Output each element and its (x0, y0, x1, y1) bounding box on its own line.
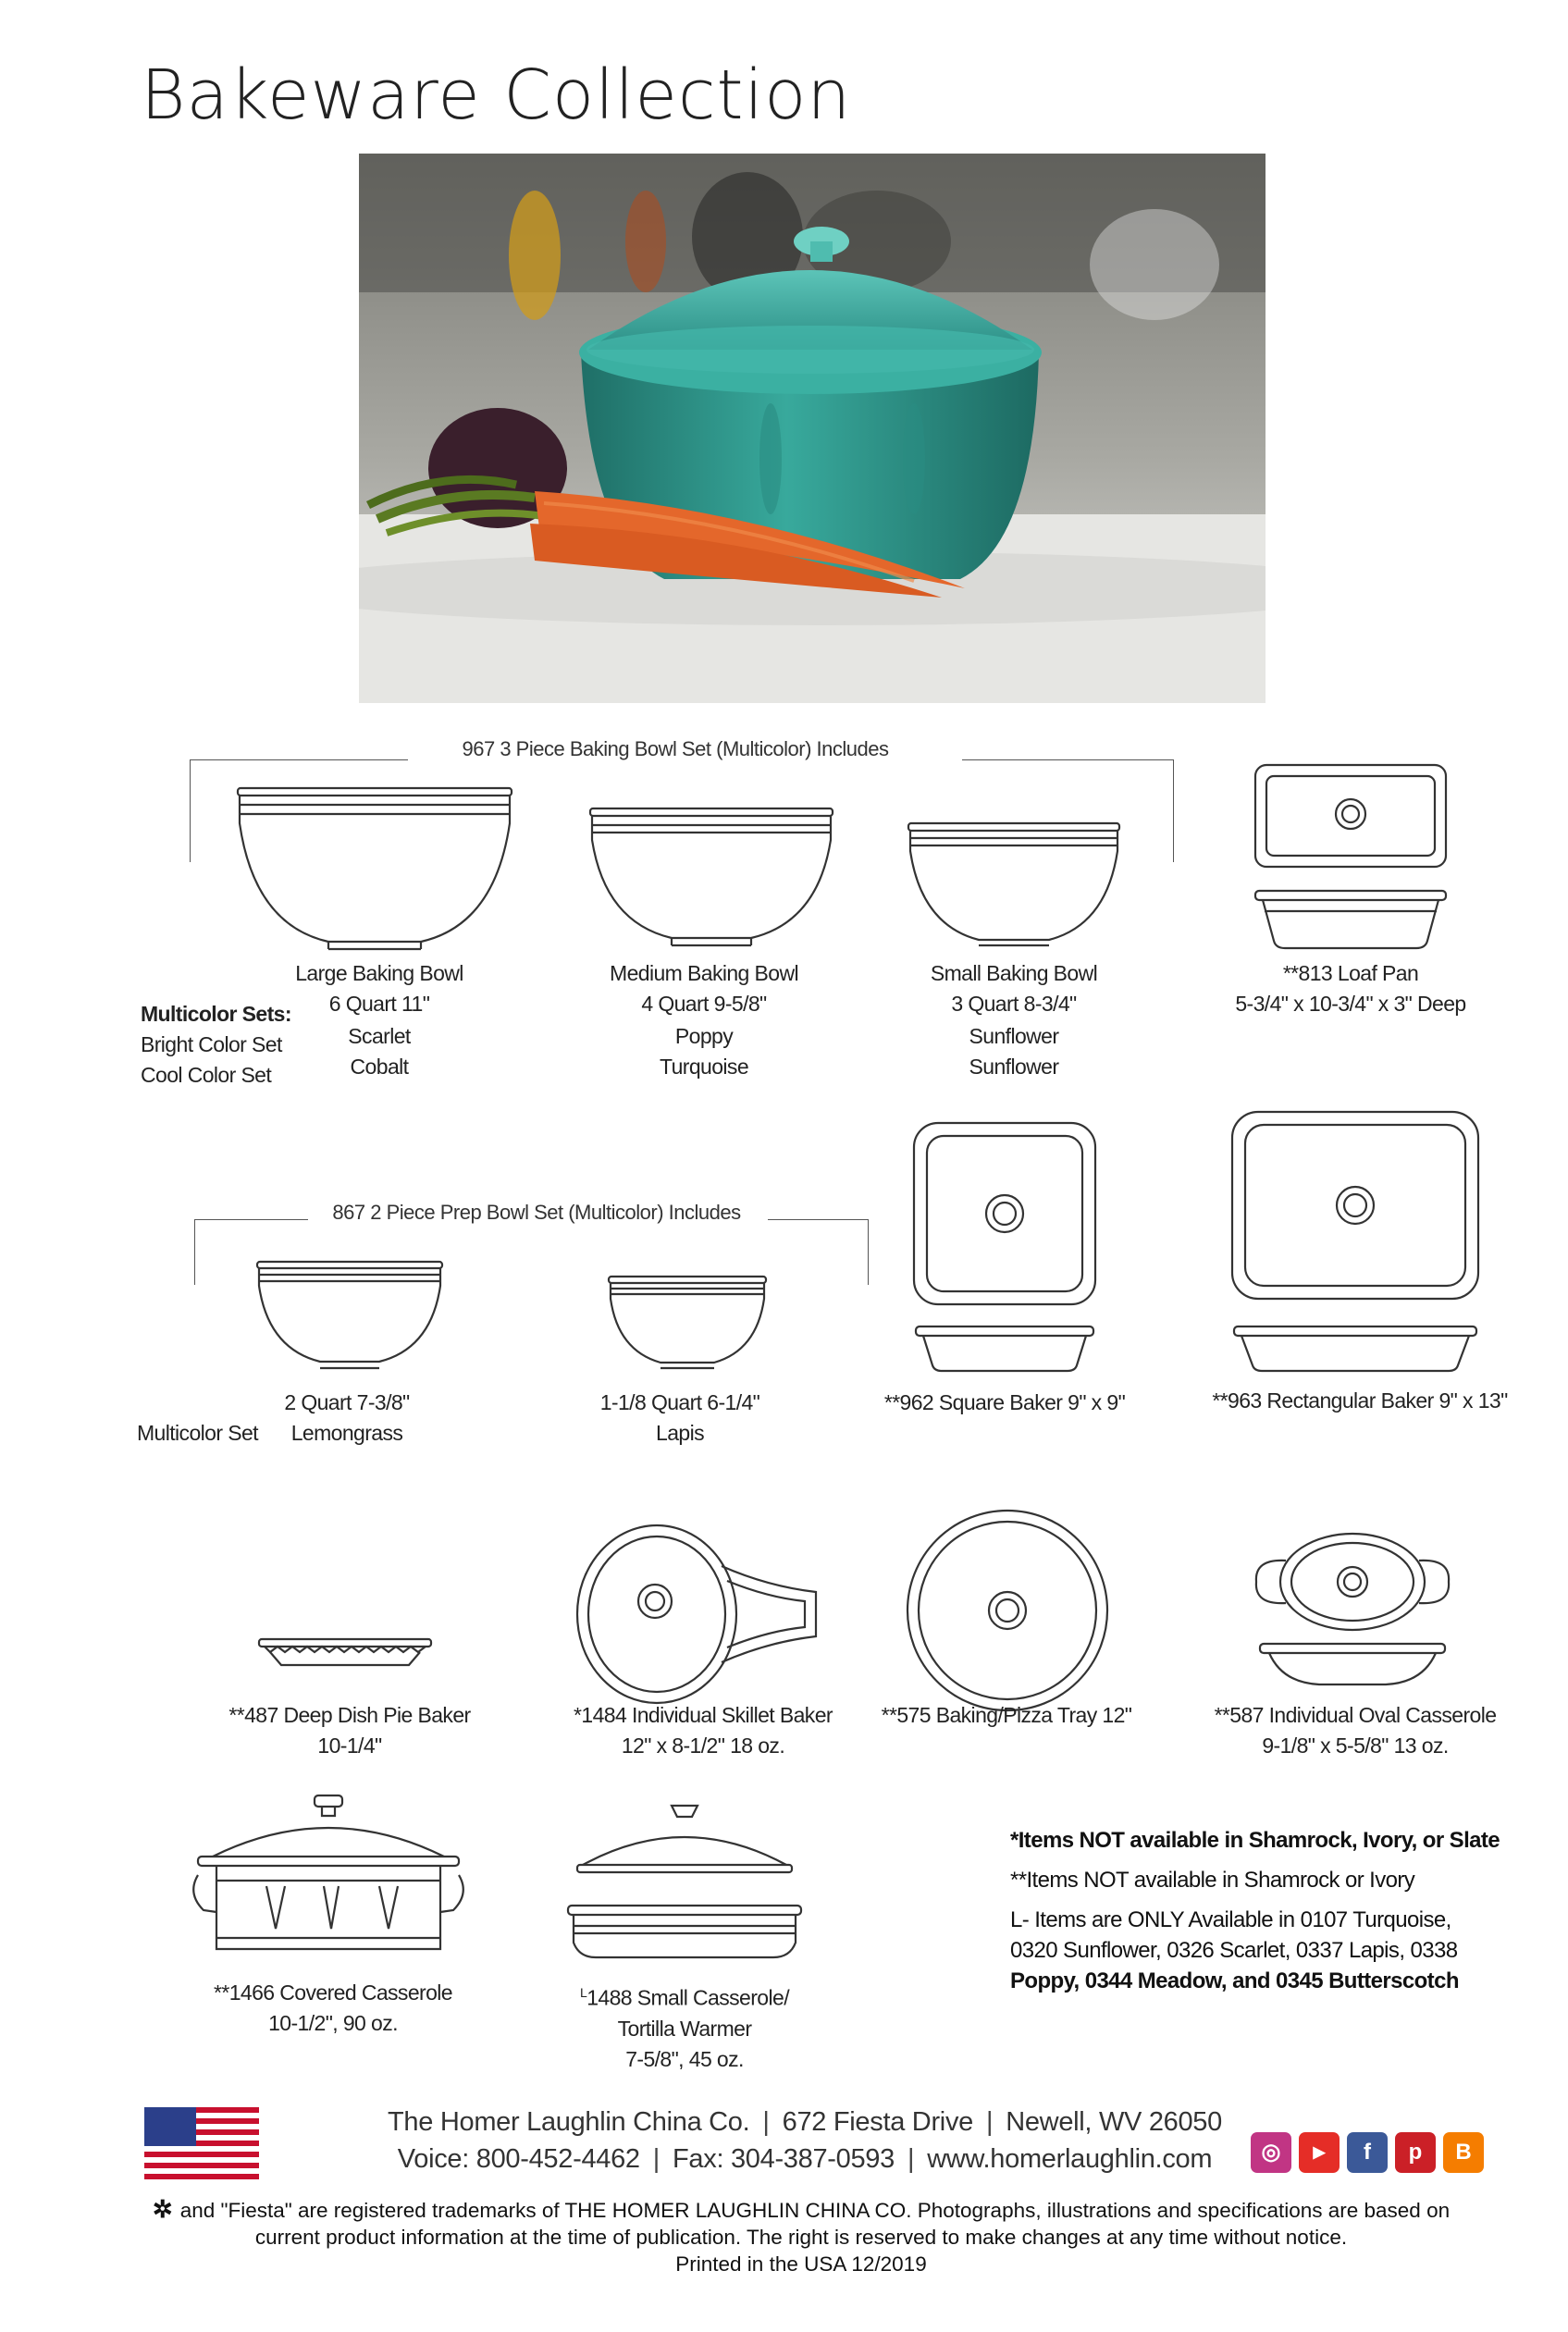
prep-bracket-right (768, 1219, 869, 1285)
company-address: 672 Fiesta Drive (782, 2107, 973, 2137)
large-bowl-bright: Scarlet (348, 1024, 411, 1048)
pie-baker-size: 10-1/4" (317, 1734, 382, 1758)
legal-notice (52, 2196, 1550, 2277)
website-link[interactable]: www.homerlaughlin.com (927, 2144, 1213, 2174)
small-casserole-drawing (564, 1804, 805, 1966)
facebook-icon[interactable]: f (1347, 2132, 1388, 2173)
note-line-5: Poppy, 0344 Meadow, and 0345 Butterscotch (1010, 1968, 1459, 1993)
small-casserole-name: 1488 Small Casserole/ (586, 1985, 789, 2010)
note-line-1: *Items NOT available in Shamrock, Ivory, or Slate (1010, 1828, 1500, 1853)
note-line-2: **Items NOT available in Shamrock or Ivory (1010, 1868, 1415, 1893)
casserole-photo (359, 154, 1266, 703)
bowl-set-heading: 967 3 Piece Baking Bowl Set (Multicolor) Includes (462, 737, 889, 760)
large-bowl-name: Large Baking Bowl (295, 961, 463, 985)
voice-number: Voice: 800-452-4462 (397, 2144, 640, 2174)
small-bowl-cool: Sunflower (969, 1055, 1059, 1079)
small-baking-bowl-drawing (907, 821, 1121, 951)
medium-baking-bowl-drawing (588, 807, 834, 950)
skillet-baker-name: *1484 Individual Skillet Baker (574, 1703, 833, 1727)
pizza-tray-drawing (905, 1508, 1110, 1713)
small-casserole-size: 7-5/8", 45 oz. (625, 2046, 744, 2071)
small-casserole-caption (555, 1978, 814, 2075)
large-bowl-size: 6 Quart 11" (328, 992, 430, 1016)
note-line-3: L- Items are ONLY Available in 0107 Turquoise, (1010, 1907, 1451, 1932)
loaf-pan-caption (1207, 958, 1494, 1019)
skillet-baker-size: 12" x 8-1/2" 18 oz. (621, 1734, 785, 1758)
medium-bowl-size: 4 Quart 9-5/8" (641, 992, 767, 1016)
medium-bowl-name: Medium Baking Bowl (610, 961, 798, 985)
prep-bowl-small-drawing (607, 1275, 768, 1373)
legal-line-3: Printed in the USA 12/2019 (675, 2252, 927, 2276)
multicolor-sets-label (141, 999, 291, 1091)
skillet-baker-caption (555, 1700, 851, 1761)
bright-set-label: Bright Color Set (141, 1032, 282, 1056)
oval-casserole-caption (1193, 1700, 1517, 1761)
skillet-baker-drawing (574, 1522, 823, 1707)
company-city: Newell, WV 26050 (1006, 2107, 1222, 2137)
loaf-pan-name: **813 Loaf Pan (1282, 961, 1419, 985)
small-bowl-caption (894, 958, 1134, 1082)
availability-notes (1010, 1825, 1500, 1996)
small-casserole-name2: Tortilla Warmer (617, 2016, 752, 2041)
medium-bowl-cool: Turquoise (659, 1055, 749, 1079)
company-line: The Homer Laughlin China Co. | 672 Fiesta Drive | Newell, WV 26050 (388, 2107, 1222, 2137)
pie-baker-caption (211, 1700, 488, 1761)
prep-bowl-small-color: Lapis (656, 1421, 704, 1445)
large-bowl-cool: Cobalt (350, 1055, 409, 1079)
contact-line: Voice: 800-452-4462 | Fax: 304-387-0593 | www.homerlaughlin.com (397, 2144, 1213, 2174)
rectangular-baker-caption: **963 Rectangular Baker 9" x 13" (1212, 1388, 1508, 1413)
prep-bowl-large-caption (241, 1388, 453, 1449)
instagram-icon[interactable]: ◎ (1251, 2132, 1291, 2173)
oval-casserole-drawing (1254, 1531, 1451, 1688)
blogger-icon[interactable]: B (1443, 2132, 1484, 2173)
medium-bowl-bright: Poppy (674, 1024, 734, 1048)
covered-casserole-drawing (194, 1790, 463, 1958)
small-bowl-size: 3 Quart 8-3/4" (951, 992, 1077, 1016)
oval-casserole-size: 9-1/8" x 5-5/8" 13 oz. (1262, 1734, 1449, 1758)
covered-casserole-caption (204, 1978, 463, 2039)
small-bowl-bright: Sunflower (969, 1024, 1059, 1048)
loaf-pan-size: 5-3/4" x 10-3/4" x 3" Deep (1235, 992, 1466, 1016)
cool-set-label: Cool Color Set (141, 1063, 272, 1087)
pie-baker-name: **487 Deep Dish Pie Baker (228, 1703, 471, 1727)
legal-line-1: and "Fiesta" are registered trademarks of THE HOMER LAUGHLIN CHINA CO. Photographs, illustrations and specifications are based on (179, 2199, 1451, 2222)
prep-set-heading: 867 2 Piece Prep Bowl Set (Multicolor) Includes (332, 1201, 741, 1224)
page-title: Bakeware Collection (141, 56, 852, 135)
prep-bowl-small-caption (574, 1388, 786, 1449)
small-casserole-prefix: L (580, 1985, 587, 2000)
large-bowl-caption (259, 958, 500, 1082)
fiesta-logo-icon: ✲ (152, 2195, 173, 2223)
square-baker-caption: **962 Square Baker 9" x 9" (883, 1390, 1126, 1414)
us-flag-icon (144, 2107, 259, 2179)
fax-number: Fax: 304-387-0593 (673, 2144, 895, 2174)
large-baking-bowl-drawing (236, 786, 513, 953)
pie-baker-drawing (257, 1637, 433, 1669)
multicolor-set-label: Multicolor Set (137, 1421, 258, 1445)
company-name: The Homer Laughlin China Co. (388, 2107, 750, 2137)
youtube-icon[interactable]: ▶ (1299, 2132, 1340, 2173)
note-line-4: 0320 Sunflower, 0326 Scarlet, 0337 Lapis, 0338 (1010, 1938, 1458, 1963)
covered-casserole-size: 10-1/2", 90 oz. (268, 2011, 398, 2035)
medium-bowl-caption (579, 958, 829, 1082)
rectangular-baker-drawing (1230, 1110, 1480, 1374)
pizza-tray-caption: **575 Baking/Pizza Tray 12" (881, 1703, 1132, 1727)
prep-bowl-large-size: 2 Quart 7-3/8" (284, 1390, 410, 1414)
square-baker-drawing (912, 1121, 1097, 1376)
multicolor-sets-heading: Multicolor Sets: (141, 1002, 291, 1026)
oval-casserole-name: **587 Individual Oval Casserole (1214, 1703, 1497, 1727)
covered-casserole-name: **1466 Covered Casserole (214, 1980, 452, 2005)
pinterest-icon[interactable]: p (1395, 2132, 1436, 2173)
small-bowl-name: Small Baking Bowl (930, 961, 1098, 985)
prep-bowl-small-size: 1-1/8 Quart 6-1/4" (599, 1390, 760, 1414)
loaf-pan-drawing (1253, 763, 1448, 953)
legal-line-2: current product information at the time of publication. The right is reserved to make changes at any time without notice. (254, 2226, 1348, 2249)
prep-bowl-large-color: Lemongrass (290, 1421, 403, 1445)
prep-bowl-large-drawing (255, 1260, 444, 1373)
